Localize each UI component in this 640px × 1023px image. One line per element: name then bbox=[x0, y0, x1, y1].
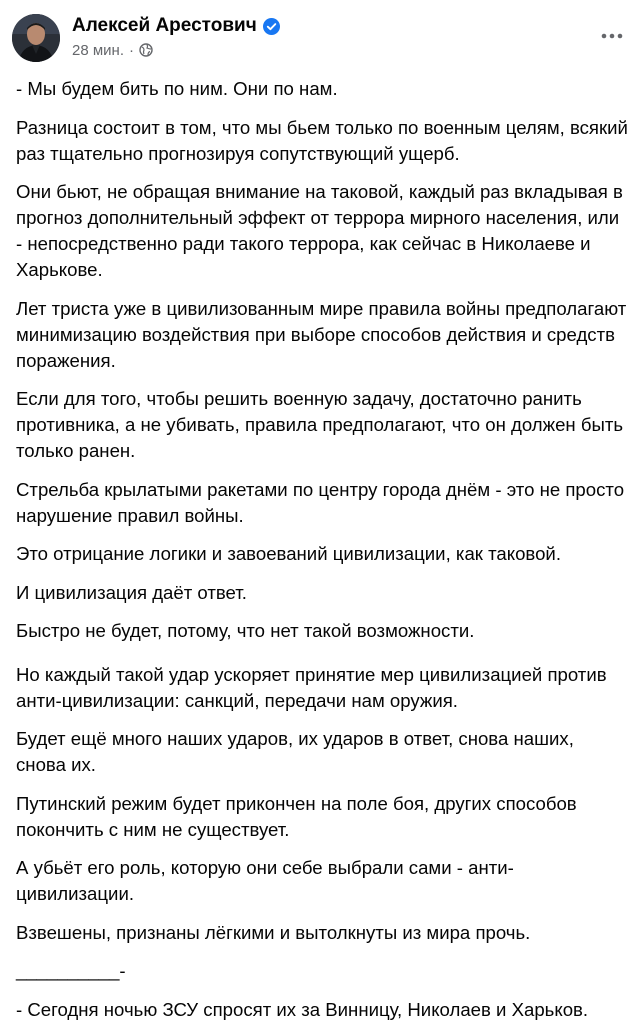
post-paragraph: Быстро не будет, потому, что нет такой возможности. bbox=[16, 620, 475, 641]
post-paragraph: Путинский режим будет прикончен на поле боя, других способов покончить с ним не существует. bbox=[16, 792, 577, 840]
author-line bbox=[72, 14, 280, 38]
post-paragraph: Лет триста уже в цивилизованным мире правила войны предполагают минимизацию воздействия при выборе способов действия и средств поражения. bbox=[16, 297, 627, 371]
post-paragraph: Будет ещё много наших ударов, их ударов в ответ, снова наших, снова их. bbox=[16, 728, 574, 775]
text-separator: __________- bbox=[16, 960, 126, 981]
more-options-button[interactable] bbox=[600, 24, 624, 48]
separator-dot: · bbox=[129, 41, 134, 59]
post-paragraph: Взвешены, признаны лёгкими и вытолкнуты из мира прочь. bbox=[16, 921, 531, 943]
avatar-image-icon bbox=[12, 14, 60, 62]
post-paragraph: И цивилизация даёт ответ. bbox=[16, 581, 247, 603]
post-meta bbox=[72, 14, 280, 60]
post-paragraph: Это отрицание логики и завоеваний цивилизации, как таковой. bbox=[16, 543, 561, 564]
author-name[interactable]: Алексей Арестович bbox=[72, 15, 257, 36]
post-paragraph: Разница состоит в том, что мы бьем только по военным целям, всякий раз тщательно прогнозируя сопутствующий ущерб. bbox=[16, 116, 628, 164]
post-paragraph: А убьёт его роль, которую они себе выбрали сами - анти-цивилизации. bbox=[16, 857, 514, 904]
post-paragraph: - Мы будем бить по ним. Они по нам. bbox=[16, 78, 338, 99]
post-paragraph: - Сегодня ночью ЗСУ спросят их за Винницу, Николаев и Харьков. bbox=[16, 998, 589, 1020]
post-paragraph: Они бьют, не обращая внимание на таковой, каждый раз вкладывая в прогноз дополнительный эффект от террора мирного населения, или - непосредственно ради такого террора, как сейчас в Николаеве и Харькове. bbox=[16, 181, 623, 280]
post-paragraph: Но каждый такой удар ускоряет принятие мер цивилизацией против анти-цивилизации: санкций, передачи нам оружия. bbox=[16, 663, 607, 711]
globe-icon[interactable] bbox=[139, 43, 153, 57]
author-avatar[interactable] bbox=[12, 14, 60, 62]
post-subline bbox=[72, 40, 280, 60]
post-body bbox=[16, 76, 628, 1023]
verified-badge-icon bbox=[263, 18, 280, 35]
post-header bbox=[12, 12, 628, 62]
post-paragraph: Если для того, чтобы решить военную задачу, достаточно ранить противника, а не убивать, правила предполагают, что он должен быть только ранен. bbox=[16, 388, 624, 461]
three-dots-icon bbox=[601, 33, 623, 39]
post-timestamp[interactable]: 28 мин. bbox=[72, 41, 124, 59]
post-paragraph: Стрельба крылатыми ракетами по центру города днём - это не просто нарушение правил войны. bbox=[16, 478, 625, 526]
